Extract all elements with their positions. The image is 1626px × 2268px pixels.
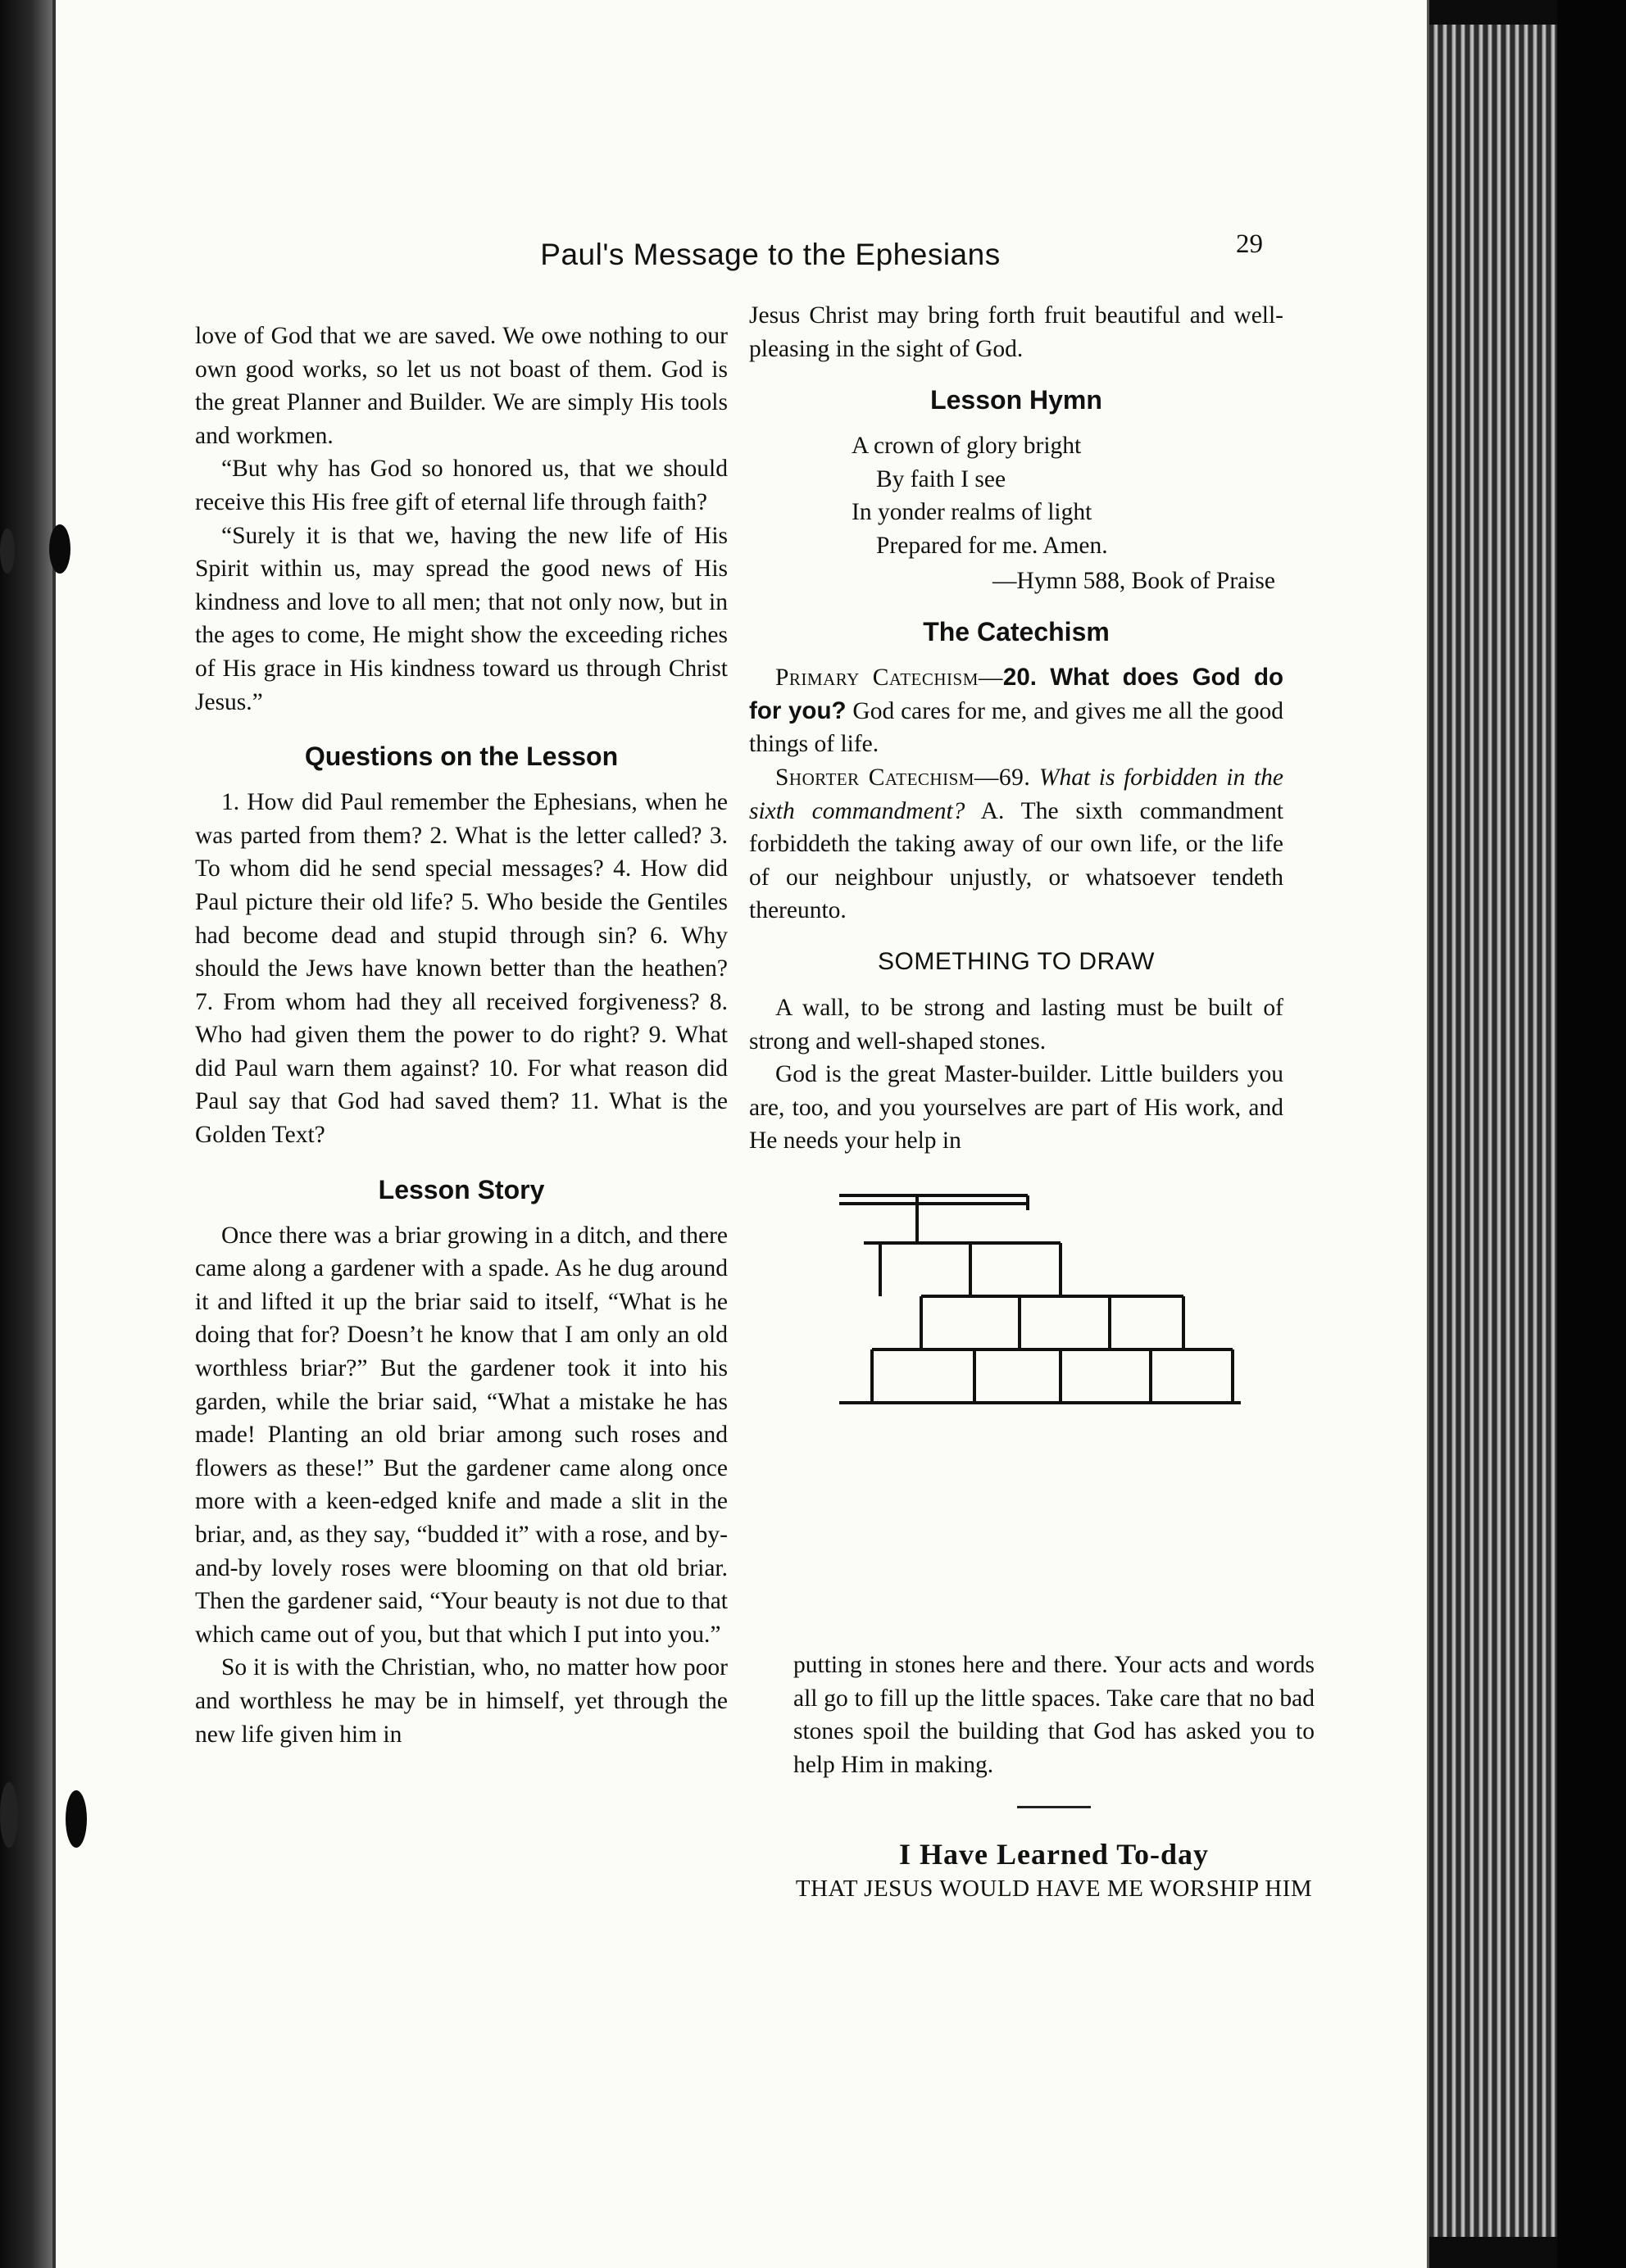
- story-paragraph-1: Once there was a briar growing in a ditch, and there came along a gardener with a spade. As he dug around it and lifted it up the briar said to itself, “What is he doing that for? Doesn’t he know that I am only an old worthless briar?” But the gardener took it into his garden, while the briar said, “What a mistake he has made! Planting an old briar among such roses and flowers as these!” But the gardener came along once more with a keen-edged knife and made a slit in the briar, and, as they say, “budded it” with a rose, and by-and-by lovely roses were blooming on that old briar. Then the gardener said, “Your beauty is not due to that which came out of you, but that which I put into you.”: [195, 1222, 728, 1648]
- primary-catechism: [749, 661, 1283, 761]
- page-number: 29: [1236, 229, 1263, 259]
- intro-paragraph-2: “But why has God so honored us, that we should receive this His free gift of eternal life through faith?: [195, 456, 728, 515]
- shorter-catechism-label: Shorter Catechism—69.: [775, 764, 1031, 791]
- binding-hole-bottom: [66, 1790, 87, 1848]
- continuation-text: Jesus Christ may bring forth fruit beautiful and well-pleasing in the sight of God.: [749, 302, 1283, 362]
- draw-heading: SOMETHING TO DRAW: [878, 947, 1155, 975]
- intro-paragraph-3: “Surely it is that we, having the new life of His Spirit within us, may spread the good news of His kindness and love to all men; that not only now, but in the ages to come, He might show the exceeding riches of His grace in His kindness toward us through Christ Jesus.”: [195, 522, 728, 715]
- draw-paragraph-2: God is the great Master-builder. Little builders you are, too, and you yourselves are part of His work, and He needs your help in: [749, 1061, 1283, 1154]
- left-column: [195, 320, 728, 1751]
- page-edges-shadow: [1557, 0, 1626, 2268]
- intro-paragraph-1: love of God that we are saved. We owe nothing to our own good works, so let us not boast of them. God is the great Planner and Builder. We are simply His tools and workmen.: [195, 323, 728, 449]
- primary-catechism-question: 20. What does God do for you?: [749, 664, 1283, 724]
- binding-ring-bottom: [0, 1782, 18, 1848]
- binding-hole-top: [49, 524, 70, 574]
- story-heading: Lesson Story: [378, 1174, 545, 1204]
- brick-wall-drawing: [839, 1195, 1241, 1403]
- story-paragraph-2: So it is with the Christian, who, no matter how poor and worthless he may be in himself, yet through the new life given him in: [195, 1654, 728, 1748]
- right-column: [749, 299, 1283, 1407]
- hymn-line: In yonder realms of light: [852, 499, 1092, 526]
- questions-text: 1. How did Paul remember the Ephesians, when he was parted from them? 2. What is the letter called? 3. To whom did he send special messages? 4. How did Paul picture their old life? 5. Who beside the Gentiles had become dead and stupid through sin? 6. Why should the Jews have known better than the heathen? 7. From whom had they all received forgiveness? 8. Who had given them the power to do right? 9. What did Paul warn them against? 10. For what reason did Paul say that God had saved them? 11. What is the Golden Text?: [195, 789, 728, 1149]
- catechism-heading: The Catechism: [923, 617, 1110, 647]
- learned-text: THAT JESUS WOULD HAVE ME WORSHIP HIM: [795, 1876, 1313, 1903]
- hymn-line: A crown of glory bright: [852, 433, 1082, 460]
- shorter-catechism: [749, 761, 1283, 928]
- learned-heading: I Have Learned To-day: [898, 1838, 1210, 1871]
- binding-ring-top: [0, 528, 15, 574]
- shorter-catechism-question: What is forbidden in the sixth commandment?: [749, 764, 1283, 824]
- primary-catechism-answer: God cares for me, and gives me all the good things of life.: [749, 697, 1283, 758]
- questions-heading: Questions on the Lesson: [304, 742, 619, 772]
- section-divider: [1017, 1806, 1091, 1808]
- brick-wall-illustration: [839, 1186, 1249, 1407]
- page-header: Paul's Message to the Ephesians: [540, 238, 1001, 271]
- draw-continuation: putting in stones here and there. Your acts and words all go to fill up the little spaces. Take care that no bad stones spoil the building that God has asked you to help Him in making.: [793, 1652, 1315, 1778]
- hymn-line: By faith I see: [876, 465, 1006, 492]
- hymn-attribution: —Hymn 588, Book of Praise: [992, 567, 1275, 594]
- shorter-catechism-answer: A. The sixth commandment forbiddeth the taking away of our own life, or the life of our neighbour unjustly, or whatsoever tendeth thereunto.: [749, 797, 1283, 924]
- hymn-heading: Lesson Hymn: [930, 385, 1102, 415]
- draw-paragraph-1: A wall, to be strong and lasting must be built of strong and well-shaped stones.: [749, 994, 1283, 1055]
- hymn-line: Prepared for me. Amen.: [876, 532, 1108, 559]
- primary-catechism-label: Primary Catechism—: [775, 665, 1003, 692]
- book-binding: [0, 0, 57, 2268]
- hymn-verse: [852, 429, 1283, 597]
- right-column-bottom: [793, 1649, 1315, 1905]
